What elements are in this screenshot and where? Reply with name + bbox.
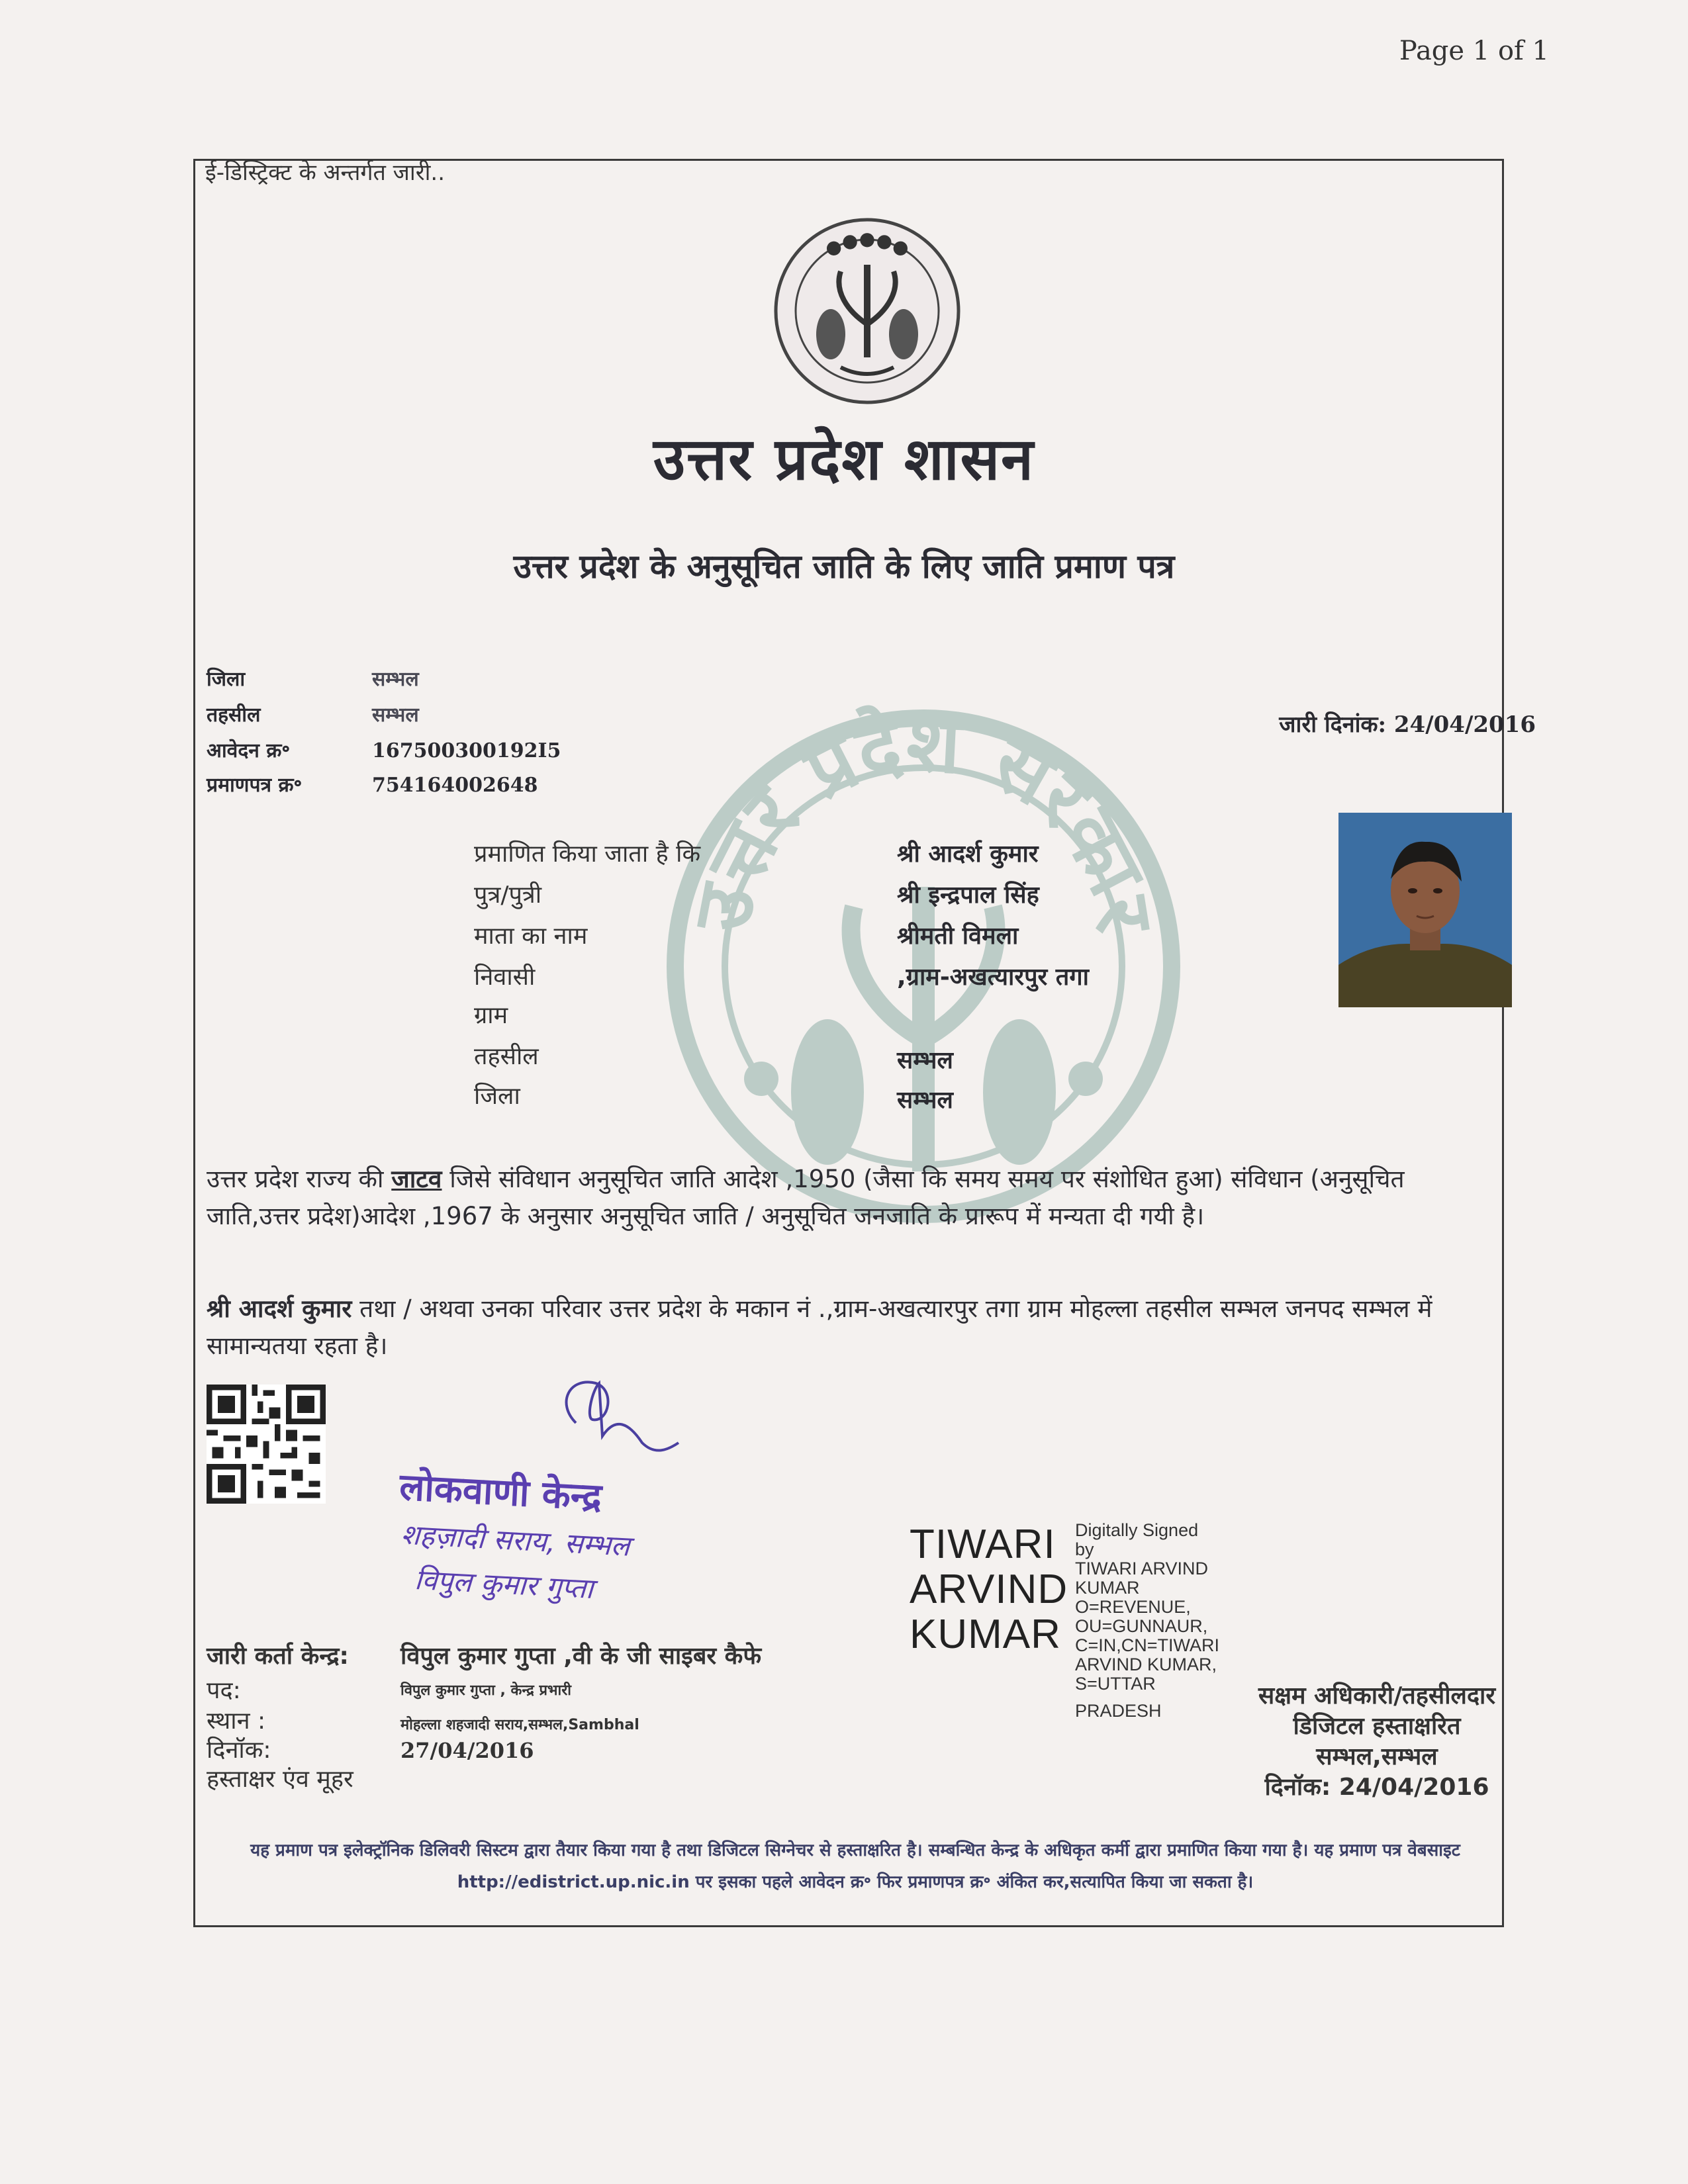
ds-detail-line: S=UTTAR <box>1075 1674 1156 1694</box>
person-photo-icon <box>1338 813 1512 1007</box>
officer-title: सक्षम अधिकारी/तहसीलदार <box>1258 1682 1496 1709</box>
ds-detail-line: KUMAR <box>1075 1578 1140 1598</box>
detail-value-resident: ,ग्राम-अखत्यारपुर तगा <box>897 964 1089 991</box>
ds-detail-line: OU=GUNNAUR, <box>1075 1616 1208 1636</box>
issue-date: जारी दिनांक: 24/04/2016 <box>1279 711 1536 738</box>
issuer-place-value: मोहल्ला शहजादी सराय,सम्भल,Sambhal <box>400 1717 639 1733</box>
handwritten-signature <box>530 1363 688 1463</box>
officer-location: सम्भल,सम्भल <box>1316 1743 1438 1770</box>
detail-value-father: श्री इन्द्रपाल सिंह <box>897 882 1039 909</box>
digital-signature-block <box>910 1521 1221 1746</box>
ds-name-line3: KUMAR <box>910 1612 1061 1657</box>
applicant-photo <box>1338 813 1512 1007</box>
ds-name-line1: TIWARI <box>910 1522 1056 1567</box>
detail-label-tehsil: तहसील <box>474 1043 539 1070</box>
issuer-sign-label: हस्ताक्षर एंव मूहर <box>207 1766 353 1793</box>
tehsil-label: तहसील <box>207 704 261 727</box>
detail-label-resident: निवासी <box>474 964 536 991</box>
certificate-no-label: प्रमाणपत्र क्र॰ <box>207 774 303 797</box>
detail-value-district: सम्भल <box>897 1087 953 1114</box>
issuer-post-label: पद: <box>207 1677 241 1704</box>
ds-details <box>1075 1521 1221 1721</box>
detail-value-name: श्री आदर्श कुमार <box>897 841 1039 868</box>
stamp-center-name: लोकवाणी केन्द्र <box>398 1465 603 1520</box>
residence-paragraph-rest: तथा / अथवा उनका परिवार उत्तर प्रदेश के मकान नं .,ग्राम-अखत्यारपुर तगा ग्राम मोहल्ला तहसील सम्भल जनपद सम्भल में सामान्यतया रहता है। <box>207 1295 1432 1360</box>
issuer-post-value: विपुल कुमार गुप्ता , केन्द्र प्रभारी <box>400 1682 571 1699</box>
residence-person-name: श्री आदर्श कुमार <box>207 1295 352 1323</box>
issued-under-label: ई-डिस्ट्रिक्ट के अन्तर्गत जारी.. <box>205 159 445 186</box>
tehsil-row <box>207 700 419 727</box>
ds-detail-line: C=IN,CN=TIWARI <box>1075 1635 1220 1655</box>
stamp-person: विपुल कुमार गुप्ता <box>414 1563 594 1605</box>
detail-label-son-daughter: पुत्र/पुत्री <box>474 882 542 909</box>
district-value: सम्भल <box>372 668 419 691</box>
caste-paragraph <box>207 1161 1504 1235</box>
ink-stamp <box>394 1461 745 1615</box>
svg-text:उत्तर प्रदेश सरकार: उत्तर प्रदेश सरकार <box>675 697 1172 938</box>
residence-paragraph <box>207 1291 1504 1365</box>
ds-detail-line: ARVIND KUMAR, <box>1075 1655 1217 1674</box>
application-row <box>207 736 561 763</box>
issuer-place-label: स्थान : <box>207 1707 266 1735</box>
government-title: उत्तर प्रदेश शासन <box>653 425 1035 493</box>
detail-label-district: जिला <box>474 1083 520 1110</box>
application-no-value: 167500300192I5 <box>372 739 561 762</box>
ds-detail-line: O=REVENUE, <box>1075 1597 1191 1617</box>
page-number: Page 1 of 1 <box>1399 36 1549 66</box>
certificate-title: उत्तर प्रदेश के अनुसूचित जाति के लिए जाति प्रमाण पत्र <box>513 547 1175 586</box>
certificate-no-row <box>207 770 538 797</box>
detail-label-certified: प्रमाणित किया जाता है कि <box>474 841 701 868</box>
issuer-date-value: 27/04/2016 <box>400 1738 534 1763</box>
ds-name-line2: ARVIND <box>910 1567 1068 1612</box>
svg-text:●●●●●: ●●●●● <box>821 228 914 261</box>
ds-detail-line: Digitally Signed by <box>1075 1520 1199 1559</box>
ds-detail-line: TIWARI ARVIND <box>1075 1559 1209 1578</box>
district-label: जिला <box>207 668 246 691</box>
footer-note: यह प्रमाण पत्र इलेक्ट्रॉनिक डिलिवरी सिस्टम द्वारा तैयार किया गया है तथा डिजिटल सिग्नेचर से हस्ताक्षरित है। सम्बन्धित केन्द्र के अधिकृत कर्मी द्वारा प्रमाणित किया गया है। यह प्रमाण पत्र वेबसाइट http://edistrict.up.nic.in पर इसका पहले आवेदन क्र॰ फिर प्रमाणपत्र क्र॰ अंकित कर,सत्यापित किया जा सकता है। <box>250 1841 1460 1892</box>
issuer-center-label: जारी कर्ता केन्द्र: <box>207 1643 349 1670</box>
detail-label-village: ग्राम <box>474 1002 508 1029</box>
caste-paragraph-start: उत्तर प्रदेश राज्य की <box>207 1165 392 1193</box>
up-govt-emblem-icon <box>768 212 966 410</box>
detail-value-tehsil: सम्भल <box>897 1047 953 1074</box>
issuer-date-label: दिनॉक: <box>207 1737 271 1764</box>
tehsil-value: सम्भल <box>372 704 419 727</box>
detail-value-mother: श्रीमती विमला <box>897 923 1019 950</box>
caste-paragraph-rest: जिसे संविधान अनुसूचित जाति आदेश ,1950 (जैसा कि समय समय पर संशोधित हुआ) संविधान (अनुसूचित जाति,उत्तर प्रदेश)आदेश ,1967 के अनुसार अनुसूचित जाति / अनुसूचित जनजाति के प्रारूप में मन्यता दी गयी है। <box>207 1165 1405 1230</box>
certificate-no-value: 754164002648 <box>372 774 538 797</box>
caste-name: जाटव <box>391 1165 442 1193</box>
issuer-center-value: विपुल कुमार गुप्ता ,वी के जी साइबर कैफे <box>400 1643 762 1670</box>
stamp-address: शहज़ादी सराय, सम्भल <box>400 1518 631 1563</box>
officer-digital-signed: डिजिटल हस्ताक्षरित <box>1293 1713 1461 1740</box>
officer-date: दिनॉक: 24/04/2016 <box>1264 1774 1489 1801</box>
ds-detail-line: PRADESH <box>1075 1701 1162 1721</box>
district-row <box>207 664 419 692</box>
detail-label-mother: माता का नाम <box>474 923 588 950</box>
officer-block <box>1218 1681 1536 1803</box>
qr-code-icon <box>207 1385 326 1504</box>
application-no-label: आवेदन क्र॰ <box>207 739 291 762</box>
